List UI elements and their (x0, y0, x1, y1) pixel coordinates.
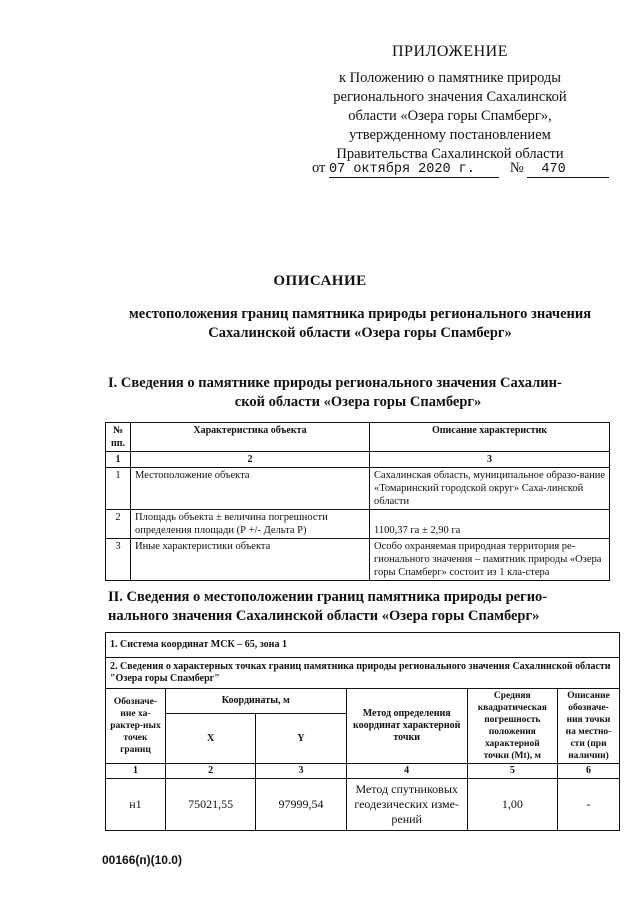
row-number: 2 (106, 510, 131, 539)
section-2-line-1: II. Сведения о местоположении границ памятника природы регио- (108, 589, 548, 605)
number-prefix: № (509, 160, 524, 176)
table2-colnum: 6 (558, 764, 620, 779)
table1-header-num: № пп. (106, 423, 131, 452)
appendix-title: ПРИЛОЖЕНИЕ (391, 43, 508, 60)
table2-colnum: 2 (165, 764, 255, 779)
number-value: 470 (527, 162, 609, 178)
coordinate-system-row: 1. Система координат МСК – 65, зона 1 (106, 633, 620, 658)
table-row (106, 468, 610, 510)
row-desc: Сахалинская область, муниципальное образо-вание «Томаринский городской округ» Саха-линской области (370, 468, 610, 510)
appendix-block (300, 42, 600, 164)
table2-colnum: 3 (256, 764, 346, 779)
document-title: ОПИСАНИЕ (273, 273, 367, 289)
point-x: 75021,55 (165, 779, 255, 831)
form-code: 00166(п)(10.0) (102, 853, 182, 867)
appendix-line: регионального значения Сахалинской (333, 89, 567, 105)
row-number: 3 (106, 539, 131, 581)
point-method: Метод спутниковых геодезических изме-рений (346, 779, 467, 831)
table2-colnum: 1 (106, 764, 166, 779)
header-y: Y (256, 714, 346, 764)
header-x: X (165, 714, 255, 764)
table1-colnum: 1 (106, 452, 131, 468)
header-coords: Координаты, м (165, 689, 346, 714)
table-row (106, 539, 610, 581)
header-accuracy: Средняя квадратическая погрешность положения характерной точки (Mt), м (467, 689, 557, 764)
row-desc: Особо охраняемая природная территория ре-гионального значения – памятник природы «Озера горы Спамберг» состоит из 1 кла-стера (370, 539, 610, 581)
point-accuracy: 1,00 (467, 779, 557, 831)
subtitle-line-2: Сахалинской области «Озера горы Спамберг» (208, 325, 512, 341)
row-name: Площадь объекта ± величина погрешности определения площади (Р +/- Дельта Р) (131, 510, 370, 539)
table1-header-desc: Описание характеристик (370, 423, 610, 452)
row-desc: 1100,37 га ± 2,90 га (370, 510, 610, 539)
row-number: 1 (106, 468, 131, 510)
document-subtitle (100, 305, 620, 343)
characteristics-table (105, 422, 610, 581)
point-description: - (558, 779, 620, 831)
table-row (106, 510, 610, 539)
section-1-heading (108, 374, 608, 412)
section-2-heading (108, 588, 608, 626)
header-method: Метод определения координат характерной точки (346, 689, 467, 764)
subtitle-line-1: местоположения границ памятника природы регионального значения (128, 306, 592, 322)
table1-colnum: 3 (370, 452, 610, 468)
point-y: 97999,54 (256, 779, 346, 831)
section-2-line-2: нального значения Сахалинской области «Озера горы Спамберг» (108, 608, 540, 624)
table2-colnum: 4 (346, 764, 467, 779)
table-row (106, 779, 620, 831)
header-description: Описание обозначе-ния точки на местно-сти (при наличии) (558, 689, 620, 764)
appendix-line: Правительства Сахалинской области (336, 146, 564, 162)
section-1-line-2: ской области «Озера горы Спамберг» (234, 394, 482, 410)
table1-header-name: Характеристика объекта (131, 423, 370, 452)
point-name: н1 (106, 779, 166, 831)
row-name: Иные характеристики объекта (131, 539, 370, 581)
boundary-points-table (105, 632, 620, 831)
appendix-line: утвержденному постановлением (349, 127, 551, 143)
section-1-line-1: I. Сведения о памятнике природы регионального значения Сахалин- (108, 375, 562, 391)
row-name: Местоположение объекта (131, 468, 370, 510)
date-number-line (312, 160, 609, 178)
date-value: 07 октября 2020 г. (329, 162, 499, 178)
appendix-line: к Положению о памятнике природы (338, 70, 562, 86)
appendix-line: области «Озера горы Спамберг», (348, 108, 552, 124)
table1-colnum: 2 (131, 452, 370, 468)
date-prefix: от (312, 160, 326, 176)
header-point: Обозначе-ние ха-рактер-ных точек границ (106, 689, 166, 764)
table2-colnum: 5 (467, 764, 557, 779)
points-info-row: 2. Сведения о характерных точках границ памятника природы регионального значения Сахалинской области "Озера горы Спамберг" (106, 658, 620, 689)
